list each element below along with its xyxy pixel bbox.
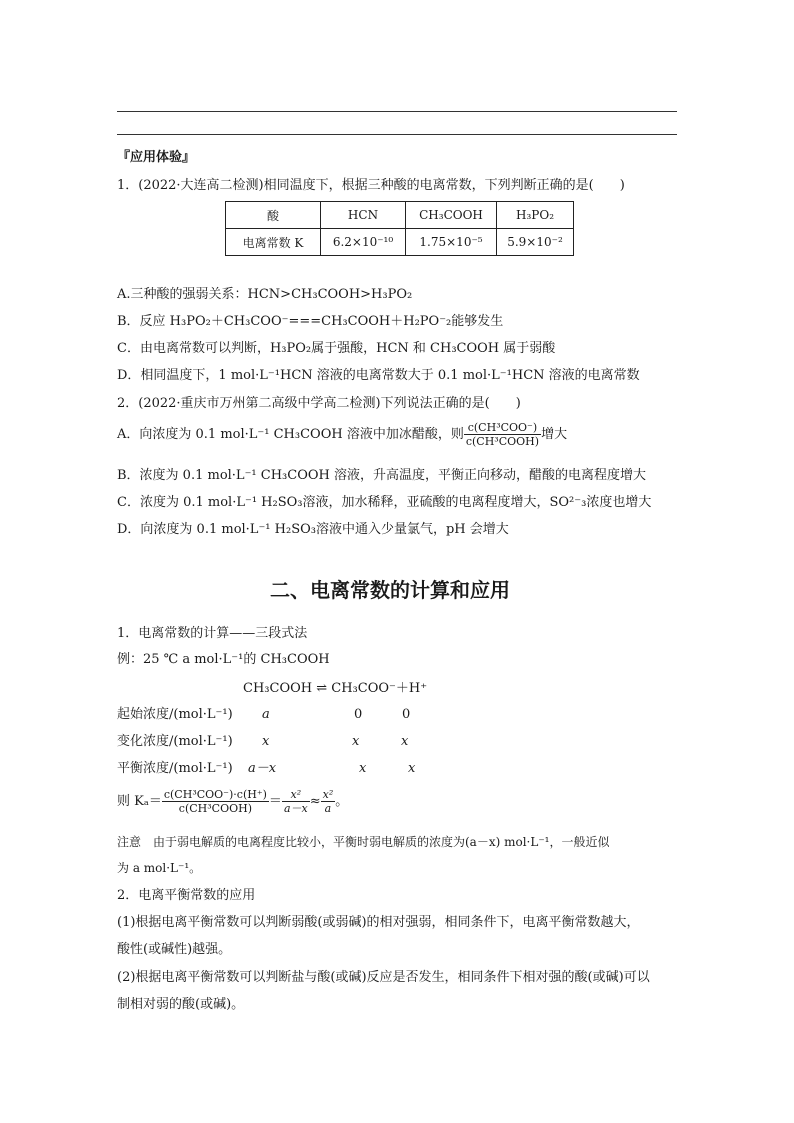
section-heading: 二、电离常数的计算和应用: [270, 578, 510, 602]
q1-option-d: D．相同温度下，1 mol·L⁻¹HCN 溶液的电离常数大于 0.1 mol·L⁻¹HCN 溶液的电离常数: [117, 368, 640, 383]
table-cell: 5.9×10⁻²: [497, 229, 574, 256]
q1-option-b: B．反应 H₃PO₂＋CH₃COO⁻===CH₃COOH＋H₂PO⁻₂能够发生: [117, 314, 504, 329]
fraction-numerator: x²: [282, 788, 310, 802]
row-equilibrium-v3: x: [408, 761, 416, 776]
table-header-cell: 酸: [226, 202, 321, 229]
paragraph-1-line-1: (1)根据电离平衡常数可以判断弱酸(或弱碱)的相对强弱，相同条件下，电离平衡常数越大，: [117, 915, 640, 930]
row-equilibrium-v1: a－x: [248, 761, 277, 776]
table-header-cell: H₃PO₂: [497, 202, 574, 229]
row-equilibrium-v2: x: [359, 761, 367, 776]
q1-option-a: A.三种酸的强弱关系：HCN>CH₃COOH>H₃PO₂: [117, 287, 413, 302]
row-change-label: 变化浓度/(mol·L⁻¹): [117, 734, 233, 749]
table-row-label: 电离常数 K: [226, 229, 321, 256]
table-cell: 6.2×10⁻¹⁰: [321, 229, 406, 256]
row-equilibrium-label: 平衡浓度/(mol·L⁻¹): [117, 761, 233, 776]
q1-option-c: C．由电离常数可以判断，H₃PO₂属于强酸，HCN 和 CH₃COOH 属于弱酸: [117, 341, 556, 356]
q2-option-a: [117, 421, 567, 448]
q2-option-a-suffix: 增大: [541, 427, 568, 442]
table-header-cell: HCN: [321, 202, 406, 229]
row-change-v1: x: [262, 734, 270, 749]
table-header-cell: CH₃COOH: [406, 202, 497, 229]
q2-option-c: C．浓度为 0.1 mol·L⁻¹ H₂SO₃溶液，加水稀释，亚硫酸的电离程度增大，SO²⁻₃浓度也增大: [117, 495, 652, 510]
ka-fraction-2: [282, 788, 310, 815]
item1-title: 1．电离常数的计算——三段式法: [117, 626, 308, 641]
row-initial-label: 起始浓度/(mol·L⁻¹): [117, 707, 233, 722]
row-change-v2: x: [352, 734, 360, 749]
q2-option-a-text: A．向浓度为 0.1 mol·L⁻¹ CH₃COOH 溶液中加冰醋酸，则: [117, 427, 464, 442]
ka-approx: ≈: [309, 794, 321, 809]
q1-stem: 1．(2022·大连高二检测)相同温度下，根据三种酸的电离常数，下列判断正确的是( ): [117, 178, 625, 193]
fraction-denominator: c(CH³COOH): [465, 435, 540, 448]
row-initial-v1: a: [262, 707, 270, 722]
note-line-1: 注意 由于弱电解质的电离程度比较小，平衡时弱电解质的浓度为(a－x) mol·L⁻¹，一般近似: [117, 835, 610, 849]
table-cell: 1.75×10⁻⁵: [406, 229, 497, 256]
row-change-v3: x: [401, 734, 409, 749]
ionization-constant-table: [225, 201, 574, 256]
paragraph-2-line-1: (2)根据电离平衡常数可以判断盐与酸(或碱)反应是否发生，相同条件下相对强的酸(或碱)可以: [117, 970, 650, 985]
fraction-numerator: c(CH³COO⁻)·c(H⁺): [163, 788, 267, 801]
ka-prefix: 则 Kₐ＝: [117, 794, 162, 809]
fraction-numerator: x²: [322, 788, 334, 801]
ka-fraction-1: [162, 788, 269, 815]
ka-expression: [117, 788, 348, 815]
fraction-denominator: a－x: [283, 802, 308, 815]
q2-option-a-fraction: [464, 421, 541, 448]
section-title: 『应用体验』: [117, 150, 196, 165]
example-line: 例：25 ℃ a mol·L⁻¹的 CH₃COOH: [117, 652, 330, 667]
table-header-row: [226, 202, 574, 229]
header-rule-bottom: [117, 134, 677, 135]
q2-option-b: B．浓度为 0.1 mol·L⁻¹ CH₃COOH 溶液，升高温度，平衡正向移动，醋酸的电离程度增大: [117, 468, 647, 483]
row-initial-v2: 0: [354, 707, 363, 722]
fraction-denominator: a: [324, 802, 332, 815]
ka-fraction-3: [321, 788, 336, 815]
fraction-numerator: c(CH³COO⁻): [464, 421, 541, 435]
paragraph-2-line-2: 制相对弱的酸(或碱)。: [117, 997, 245, 1012]
fraction-denominator: c(CH³COOH): [178, 802, 252, 815]
ka-equals: ＝: [268, 794, 282, 809]
header-rule-top: [117, 111, 677, 112]
item2-title: 2．电离平衡常数的应用: [117, 888, 256, 903]
ka-end: 。: [335, 794, 349, 809]
q2-option-d: D．向浓度为 0.1 mol·L⁻¹ H₂SO₃溶液中通入少量氯气，pH 会增大: [117, 522, 509, 537]
row-initial-v3: 0: [402, 707, 411, 722]
paragraph-1-line-2: 酸性(或碱性)越强。: [117, 942, 232, 957]
note-line-2: 为 a mol·L⁻¹。: [117, 861, 202, 875]
q2-stem: 2．(2022·重庆市万州第二高级中学高二检测)下列说法正确的是( ): [117, 396, 521, 411]
table-row: [226, 229, 574, 256]
ionization-equation: CH₃COOH ⇌ CH₃COO⁻＋H⁺: [243, 681, 428, 696]
